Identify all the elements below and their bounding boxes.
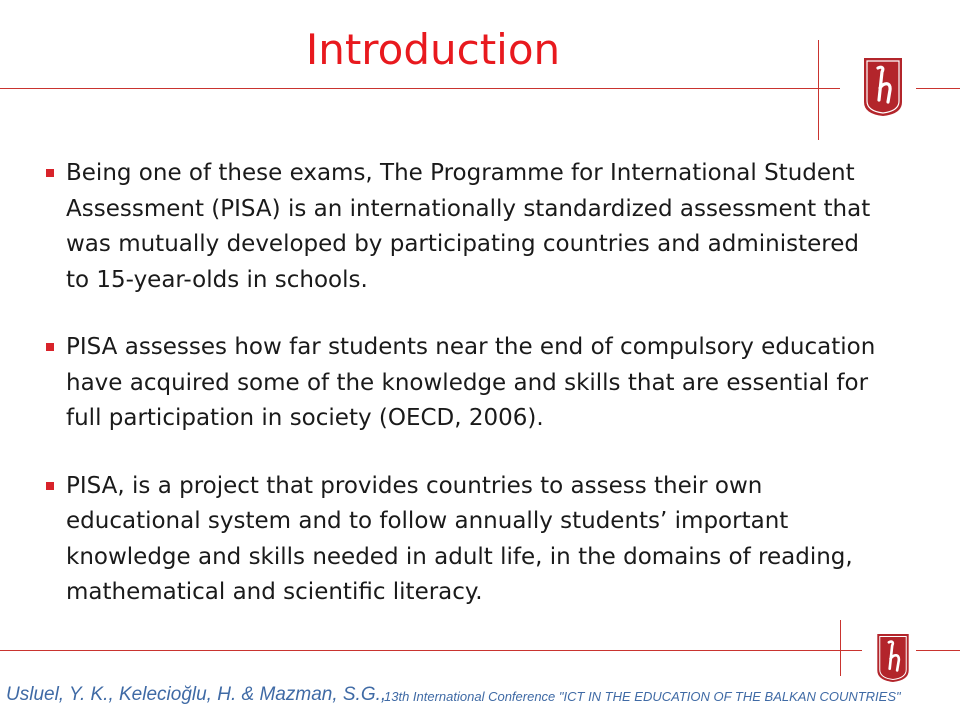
header-vertical-line bbox=[818, 40, 819, 140]
bullet-item bbox=[46, 469, 876, 611]
bullet-item bbox=[46, 156, 876, 298]
bullet-text: PISA assesses how far students near the end of compulsory education have acquired some of the knowledge and skills that are essential for full participation in society (OECD, 2006). bbox=[66, 334, 876, 431]
footer-divider-line-right bbox=[916, 650, 960, 651]
footer-conference: 13th International Conference "ICT IN THE EDUCATION OF THE BALKAN COUNTRIES" bbox=[384, 689, 901, 704]
bullet-item bbox=[46, 330, 876, 437]
header-divider-line bbox=[0, 88, 840, 89]
bullet-marker bbox=[46, 343, 54, 351]
bullet-list bbox=[46, 156, 876, 611]
bullet-marker bbox=[46, 482, 54, 490]
bullet-text: Being one of these exams, The Programme for International Student Assessment (PISA) is an internationally standardized assessment that was mutually developed by participating countries and administered to 15-year-olds in schools. bbox=[66, 160, 871, 293]
bullet-marker bbox=[46, 169, 54, 177]
bullet-text: PISA, is a project that provides countries to assess their own educational system and to follow annually students’ important knowledge and skills needed in adult life, in the domains of reading, mathematical and scientific literacy. bbox=[66, 472, 853, 605]
header-divider-line-right bbox=[916, 88, 960, 89]
university-logo-icon bbox=[860, 56, 906, 123]
footer-divider-line bbox=[0, 650, 862, 651]
footer-authors: Usluel, Y. K., Kelecioğlu, H. & Mazman, S.G., bbox=[6, 684, 387, 705]
slide-title: Introduction bbox=[305, 25, 561, 74]
footer-vertical-line bbox=[840, 620, 841, 676]
university-logo-icon bbox=[874, 632, 912, 689]
